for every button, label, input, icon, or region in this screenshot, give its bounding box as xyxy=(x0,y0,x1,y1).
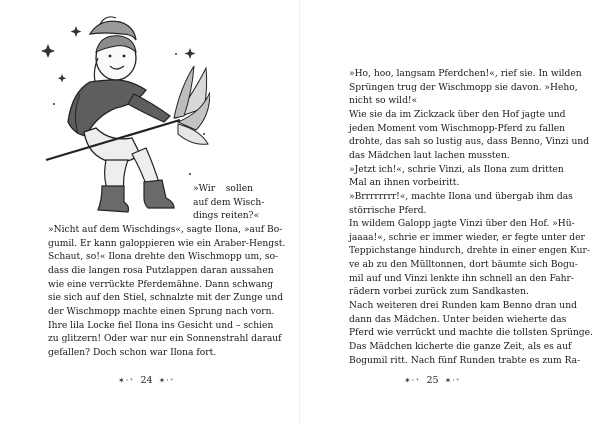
text-line: Wie sie da im Zickzack über den Hof jagte und xyxy=(349,109,566,120)
folio-ornament: ✶·⁺ xyxy=(158,376,176,385)
text-line: wie eine verrückte Pferdemähne. Dann schwang xyxy=(48,280,273,290)
text-line: »Jetzt ich!«, schrie Vinzi, als Ilona zum dritten xyxy=(349,164,564,175)
page-number-left xyxy=(118,375,175,386)
text-line: Ihre lila Locke fiel Ilona ins Gesicht und – schien xyxy=(48,321,274,331)
text-line: Sprüngen trug der Wischmopp sie davon. »Heho, xyxy=(349,82,578,93)
text-line: Mal an ihnen vorbeiritt. xyxy=(349,178,460,189)
text-line: »Brrrrrrrr!«, machte Ilona und übergab ihm das xyxy=(349,191,573,202)
text-line: In wildem Galopp jagte Vinzi über den Hof. »Hü- xyxy=(349,219,575,230)
text-line: Schaut, so!« Ilona drehte den Wischmopp um, so- xyxy=(48,252,279,262)
text-line: dings reiten?« xyxy=(193,211,260,221)
page-number: 25 xyxy=(426,375,439,386)
text-line: Bogumil ritt. Nach fünf Runden trabte es zum Ra- xyxy=(349,355,581,366)
text-line: jeden Moment vom Wischmopp-Pferd zu fallen xyxy=(349,123,566,134)
text-line: »Nicht auf dem Wischdings«, sagte Ilona, »auf Bo- xyxy=(48,225,283,235)
text-line: »Ho, hoo, langsam Pferdchen!«, rief sie. In wilden xyxy=(349,69,582,79)
text-line: mil auf und Vinzi lenkte ihn schnell an den Fahr- xyxy=(349,273,574,284)
text-line: »Wir sollen xyxy=(193,184,253,194)
girl-riding-mop-illustration xyxy=(40,14,210,216)
right-page xyxy=(300,0,600,424)
text-line: Nach weiteren drei Runden kam Benno dran und xyxy=(349,301,577,312)
folio-ornament: ✶·⁺ xyxy=(118,376,135,385)
text-line: dass die langen rosa Putzlappen daran aussahen xyxy=(48,266,274,276)
text-line: das Mädchen laut lachen mussten. xyxy=(349,150,510,161)
text-line: drohte, das sah so lustig aus, dass Benno, Vinzi und xyxy=(349,137,590,148)
text-line: ve ab zu den Mülltonnen, dort bäumte sich Bogu- xyxy=(349,260,578,271)
text-line: nicht so wild!« xyxy=(349,96,418,107)
text-line: zu glitzern! Oder war nur ein Sonnenstrahl darauf xyxy=(48,334,282,344)
text-line: gefallen? Doch schon war Ilona fort. xyxy=(48,348,217,358)
text-line: störrische Pferd. xyxy=(349,205,427,216)
page-number-right xyxy=(404,375,461,386)
text-line: Pferd wie verrückt und machte die tollsten Sprünge. xyxy=(349,328,593,339)
text-line: der Wischmopp machte einen Sprung nach vorn. xyxy=(48,307,275,317)
page-number: 24 xyxy=(140,375,153,386)
folio-ornament: ✶·⁺ xyxy=(444,376,462,385)
text-line: Teppichstange hindurch, drehte in einer engen Kur- xyxy=(349,246,590,257)
text-line: rädern vorbei zurück zum Sandkasten. xyxy=(349,287,529,298)
text-line: dann das Mädchen. Unter beiden wieherte das xyxy=(349,314,567,325)
text-line: gumil. Er kann galoppieren wie ein Araber-Hengst. xyxy=(48,239,286,249)
folio-ornament: ✶·⁺ xyxy=(404,376,421,385)
text-line: sie sich auf den Stiel, schnalzte mit der Zunge und xyxy=(48,293,284,303)
text-line: jaaaa!«, schrie er immer wieder, er fegte unter der xyxy=(349,232,585,243)
text-line: Das Mädchen kicherte die ganze Zeit, als es auf xyxy=(349,342,572,352)
text-line: auf dem Wisch- xyxy=(193,198,265,208)
